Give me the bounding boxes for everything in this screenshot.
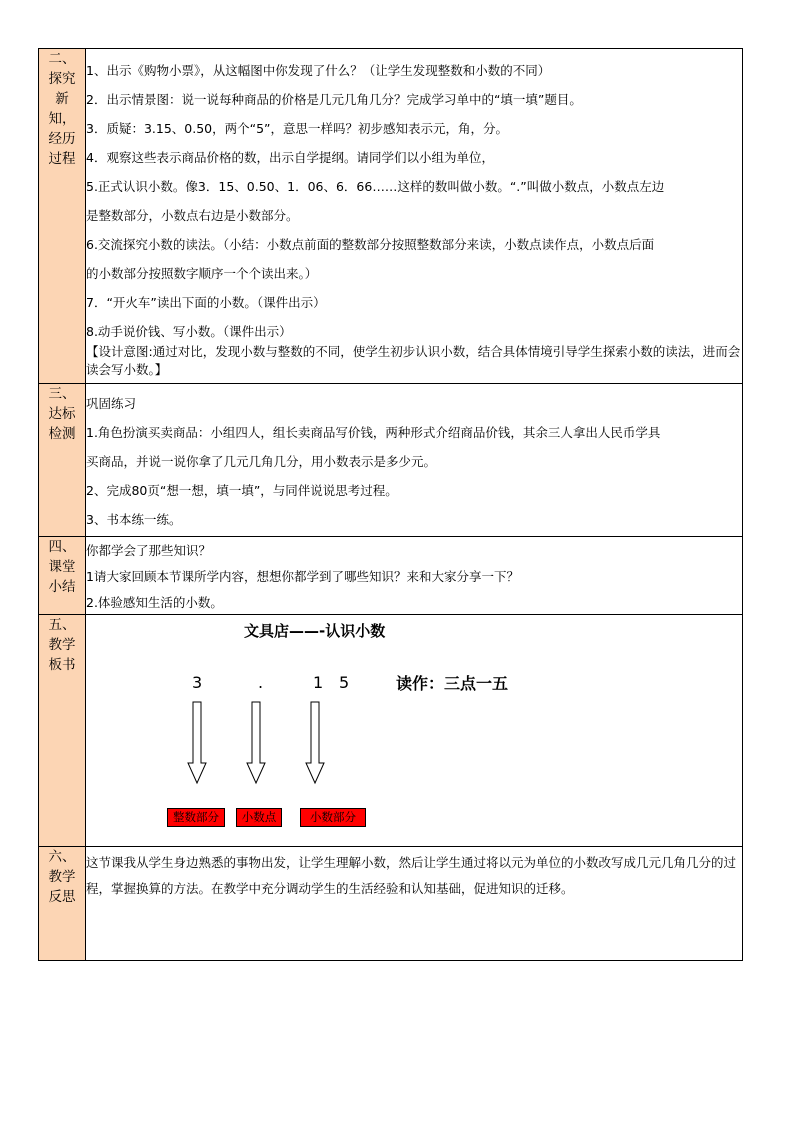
text-line: 的小数部分按照数字顺序一个个读出来。） (86, 266, 318, 281)
arrow-down-icon (246, 701, 266, 785)
section-content (86, 847, 743, 961)
text-line: 7．“开火车”读出下面的小数。（课件出示） (86, 295, 326, 310)
section-blackboard (39, 615, 743, 847)
tag-decimal-part: 小数部分 (300, 808, 366, 827)
tag-integer-part: 整数部分 (167, 808, 225, 827)
tag-decimal-point: 小数点 (236, 808, 282, 827)
board-title: 文具店——-认识小数 (244, 622, 386, 640)
text-line: 巩固练习 (86, 396, 137, 411)
text-line: 1请大家回顾本节课所学内容，想想你都学到了哪些知识？来和大家分享一下？ (86, 569, 519, 584)
section-label: 三、 达标 检测 (39, 384, 86, 537)
section-reflection (39, 847, 743, 961)
text-line: 3、书本练一练。 (86, 512, 182, 527)
section-content (86, 537, 743, 615)
text-line: 3．质疑：3.15、0.50，两个“5”，意思一样吗？初步感知表示元，角，分。 (86, 121, 509, 136)
text-line: 你都学会了那些知识？ (86, 543, 212, 558)
text-line: 1、出示《购物小票》，从这幅图中你发现了什么？（让学生发现整数和小数的不同） (86, 63, 551, 78)
board-reading: 读作：三点一五 (396, 674, 509, 693)
digit-point: . (258, 673, 264, 692)
section-content (86, 49, 743, 384)
section-label: 二、 探究 新 知， 经历 过程 (39, 49, 86, 384)
design-note: 【设计意图:通过对比，发现小数与整数的不同，使学生初步认识小数，结合具体情境引导学生探索小数的读法，进而会读会写小数。】 (86, 344, 741, 377)
section-label: 五、 教学 板书 (39, 615, 86, 847)
digit-hundredths: 5 (339, 673, 350, 692)
blackboard (86, 615, 742, 846)
section-label: 四、 课堂 小结 (39, 537, 86, 615)
arrow-down-icon (187, 701, 207, 785)
text-line: 2．出示情景图：说一说每种商品的价格是几元几角几分？完成学习单中的“填一填”题目。 (86, 92, 582, 107)
digit-tenths: 1 (313, 673, 324, 692)
digit-integer: 3 (192, 673, 203, 692)
text-line: 8.动手说价钱、写小数。（课件出示） (86, 324, 292, 339)
text-line: 买商品，并说一说你拿了几元几角几分，用小数表示是多少元。 (86, 454, 437, 469)
text-line: 5.正式认识小数。像3．15、0.50、1．06、6．66……这样的数叫做小数。“.”叫做小数点，小数点左边 (86, 179, 665, 194)
text-line: 是整数部分，小数点右边是小数部分。 (86, 208, 299, 223)
section-summary (39, 537, 743, 615)
blackboard-content (86, 615, 743, 847)
reflection-text: 这节课我从学生身边熟悉的事物出发，让学生理解小数，然后让学生通过将以元为单位的小数改写成几元几角几分的过程，掌握换算的方法。在教学中充分调动学生的生活经验和认知基础，促进知识的迁移。 (86, 855, 737, 896)
section-explore (39, 49, 743, 384)
section-label: 六、 教学 反思 (39, 847, 86, 961)
text-line: 6.交流探究小数的读法。（小结：小数点前面的整数部分按照整数部分来读，小数点读作点，小数点后面 (86, 237, 655, 252)
lesson-plan-table (38, 48, 743, 961)
text-line: 1.角色扮演买卖商品：小组四人，组长卖商品写价钱，两种形式介绍商品价钱，其余三人拿出人民币学具 (86, 425, 661, 440)
text-line: 2、完成80页“想一想，填一填”，与同伴说说思考过程。 (86, 483, 398, 498)
arrow-down-icon (305, 701, 325, 785)
section-assessment (39, 384, 743, 537)
text-line: 4．观察这些表示商品价格的数，出示自学提纲。请同学们以小组为单位， (86, 150, 494, 165)
text-line: 2.体验感知生活的小数。 (86, 595, 223, 610)
section-content (86, 384, 743, 537)
